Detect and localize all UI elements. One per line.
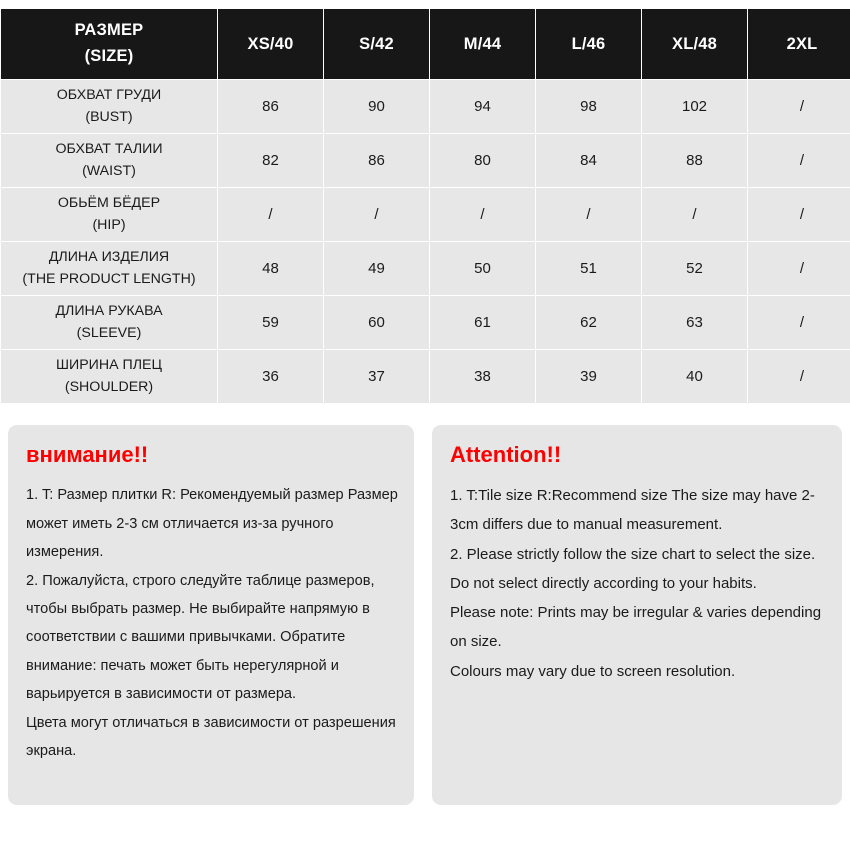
note-box-english <box>432 425 842 805</box>
note-line-ru-3: Цвета могут отличаться в зависимости от разрешения экрана. <box>26 714 396 760</box>
row-label-waist-ru: ОБХВАТ ТАЛИИ <box>55 141 163 158</box>
note-line-ru-1: 1. T: Размер плитки R: Рекомендуемый размер Размер может иметь 2-3 см отличается из-за ручного измерения. <box>26 487 398 561</box>
header-cell-size-5: 2XL <box>748 9 850 79</box>
cell-length-1: 49 <box>324 242 429 295</box>
cell-sleeve-4: 63 <box>642 296 747 349</box>
note-title-english: Attention!! <box>450 442 562 467</box>
row-label-hip-ru: ОБЬЁМ БЁДЕР <box>57 195 161 212</box>
cell-bust-3: 98 <box>536 80 641 133</box>
cell-shoulder-0: 36 <box>218 350 323 403</box>
note-body-english <box>450 481 828 686</box>
note-body-russian <box>26 481 400 766</box>
cell-hip-1: / <box>324 188 429 241</box>
note-line-en-3: Please note: Prints may be irregular & varies depending on size. <box>450 604 822 651</box>
cell-bust-1: 90 <box>324 80 429 133</box>
row-label-product-length-ru: ДЛИНА ИЗДЕЛИЯ <box>48 249 170 266</box>
note-line-en-2: 2. Please strictly follow the size chart to select the size. Do not select directly according to your habits. <box>450 545 816 592</box>
note-title-russian: внимание!! <box>26 442 149 467</box>
row-label-bust-en: (BUST) <box>85 108 133 125</box>
cell-length-2: 50 <box>430 242 535 295</box>
row-label-bust-ru: ОБХВАТ ГРУДИ <box>56 87 162 104</box>
cell-sleeve-2: 61 <box>430 296 535 349</box>
cell-shoulder-4: 40 <box>642 350 747 403</box>
cell-sleeve-3: 62 <box>536 296 641 349</box>
cell-waist-2: 80 <box>430 134 535 187</box>
cell-bust-0: 86 <box>218 80 323 133</box>
row-label-shoulder-ru: ШИРИНА ПЛЕЦ <box>56 357 162 374</box>
row-label-product-length <box>1 242 217 295</box>
cell-length-0: 48 <box>218 242 323 295</box>
row-label-bust <box>1 80 217 133</box>
cell-waist-0: 82 <box>218 134 323 187</box>
table-row <box>1 188 850 241</box>
cell-bust-4: 102 <box>642 80 747 133</box>
row-label-shoulder <box>1 350 217 403</box>
cell-bust-2: 94 <box>430 80 535 133</box>
note-line-ru-2: 2. Пожалуйста, строго следуйте таблице размеров, чтобы выбрать размер. Не выбирайте напрямую в соответствии с вашими привычками. Обратите внимание: печать может быть нерегулярной и варьируется в зависимости от размера. <box>26 572 375 703</box>
cell-shoulder-1: 37 <box>324 350 429 403</box>
note-line-en-4: Colours may vary due to screen resolution. <box>450 662 736 680</box>
header-row <box>1 9 850 79</box>
table-header <box>1 9 850 79</box>
size-chart-table-container <box>0 8 850 404</box>
row-label-hip <box>1 188 217 241</box>
table-row <box>1 242 850 295</box>
cell-hip-4: / <box>642 188 747 241</box>
row-label-sleeve-en: (SLEEVE) <box>76 324 142 341</box>
cell-waist-4: 88 <box>642 134 747 187</box>
cell-length-5: / <box>748 242 850 295</box>
cell-sleeve-0: 59 <box>218 296 323 349</box>
cell-sleeve-1: 60 <box>324 296 429 349</box>
cell-bust-5: / <box>748 80 850 133</box>
table-row <box>1 296 850 349</box>
cell-hip-0: / <box>218 188 323 241</box>
header-cell-size-0: XS/40 <box>218 9 323 79</box>
header-cell-size-3: L/46 <box>536 9 641 79</box>
size-chart-table <box>0 8 850 404</box>
cell-waist-5: / <box>748 134 850 187</box>
cell-length-4: 52 <box>642 242 747 295</box>
cell-shoulder-2: 38 <box>430 350 535 403</box>
cell-length-3: 51 <box>536 242 641 295</box>
row-label-sleeve-ru: ДЛИНА РУКАВА <box>55 303 163 320</box>
cell-sleeve-5: / <box>748 296 850 349</box>
cell-hip-5: / <box>748 188 850 241</box>
note-box-russian <box>8 425 414 805</box>
header-cell-size-2: M/44 <box>430 9 535 79</box>
note-line-en-1: 1. T:Tile size R:Recommend size The size may have 2-3cm differs due to manual measurement. <box>450 487 815 534</box>
cell-hip-2: / <box>430 188 535 241</box>
table-row <box>1 80 850 133</box>
row-label-shoulder-en: (SHOULDER) <box>64 378 154 395</box>
header-cell-size-1: S/42 <box>324 9 429 79</box>
row-label-product-length-en: (THE PRODUCT LENGTH) <box>22 270 196 287</box>
cell-waist-3: 84 <box>536 134 641 187</box>
cell-shoulder-3: 39 <box>536 350 641 403</box>
cell-waist-1: 86 <box>324 134 429 187</box>
cell-shoulder-5: / <box>748 350 850 403</box>
header-size-label-en: (SIZE) <box>84 47 134 65</box>
row-label-sleeve <box>1 296 217 349</box>
notes-container <box>8 425 842 805</box>
table-row <box>1 350 850 403</box>
row-label-waist-en: (WAIST) <box>82 162 136 179</box>
row-label-waist <box>1 134 217 187</box>
cell-hip-3: / <box>536 188 641 241</box>
header-cell-size-4: XL/48 <box>642 9 747 79</box>
table-body <box>1 80 850 403</box>
header-size-label-ru: РАЗМЕР <box>74 21 144 40</box>
header-cell-size-label <box>1 9 217 79</box>
table-row <box>1 134 850 187</box>
row-label-hip-en: (HIP) <box>92 216 126 233</box>
